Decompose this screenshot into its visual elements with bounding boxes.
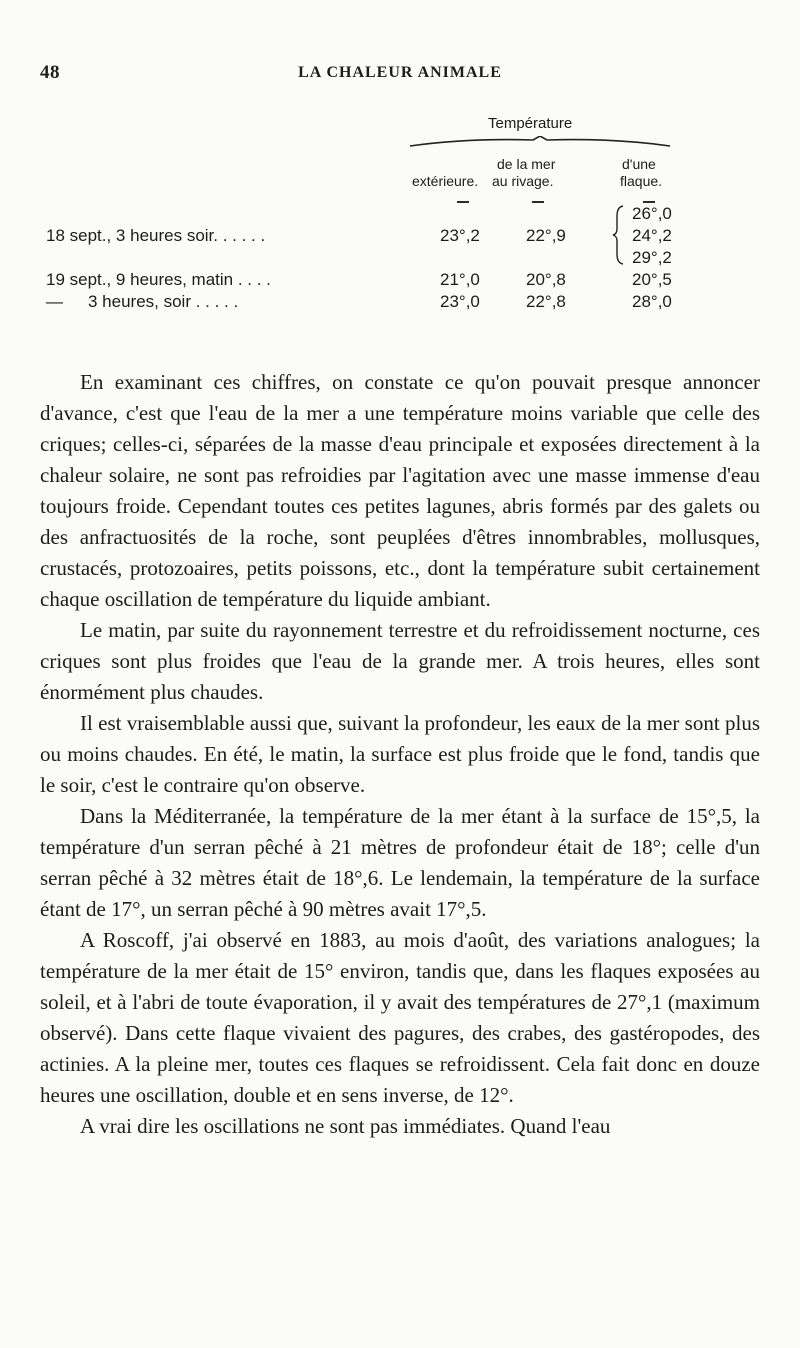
row1-flaque-1: 26°,0: [632, 204, 672, 223]
row3-flaque: 28°,0: [632, 292, 672, 311]
paragraph: A Roscoff, j'ai observé en 1883, au mois d'août, des variations analogues; la température de la mer était de 15° environ, tandis que, dans les flaques exposées au soleil, et à l'abri de toute évaporation, il y avait des températures de 27°,1 (maximum observé). Dans cette flaque vivaient des pagures, des crabes, des gastéropodes, des actinies. A la pleine mer, toutes ces flaques se refroidissent. Cela fait donc en douze heures une oscillation, double et en sens inverse, de 12°.: [40, 928, 760, 1107]
col-header-mer-2: au rivage.: [492, 173, 554, 189]
paragraph: Dans la Méditerranée, la température de la mer étant à la surface de 15°,5, la température d'un serran pêché à 21 mètres de profondeur était de 18°; celle d'un serran pêché à 32 mètres était de 18°,6. Le lendemain, la température de la surface étant de 17°, un serran pêché à 90 mètres avait 17°,5.: [40, 804, 760, 921]
running-title: LA CHALEUR ANIMALE: [298, 64, 502, 81]
row2-flaque: 20°,5: [632, 270, 672, 289]
row1-exterieure: 23°,2: [440, 226, 480, 245]
col-dash-exterieure: [457, 201, 469, 203]
paragraph: Il est vraisemblable aussi que, suivant la profondeur, les eaux de la mer sont plus ou moins chaudes. En été, le matin, la surface est plus froide que le fond, tandis que le soir, c'est le contraire qu'on observe.: [40, 711, 760, 797]
col-dash-flaque: [643, 201, 655, 203]
paragraph: A vrai dire les oscillations ne sont pas immédiates. Quand l'eau: [80, 1114, 611, 1138]
row3-exterieure: 23°,0: [440, 292, 480, 311]
row-label-3: 3 heures, soir . . . . .: [88, 292, 239, 311]
row1-flaque-3: 29°,2: [632, 248, 672, 267]
paragraph: Le matin, par suite du rayonnement terrestre et du refroidissement nocturne, ces criques sont plus froides que l'eau de la grande mer. A trois heures, elles sont énormément plus chaudes.: [40, 618, 760, 704]
row2-mer: 20°,8: [526, 270, 566, 289]
row3-ditto-mark: —: [46, 292, 63, 311]
row1-flaque-2: 24°,2: [632, 226, 672, 245]
row-label-1: 18 sept., 3 heures soir. . . . . .: [46, 226, 266, 245]
col-header-flaque-1: d'une: [622, 156, 656, 172]
col-header-flaque-2: flaque.: [620, 173, 663, 189]
col-header-mer-1: de la mer: [497, 156, 556, 172]
page-number: 48: [40, 62, 60, 83]
body-text: [40, 367, 760, 1142]
row1-mer: 22°,9: [526, 226, 566, 245]
table-group-header: Température: [488, 115, 573, 132]
row-label-2: 19 sept., 9 heures, matin . . . .: [46, 270, 271, 289]
row3-mer: 22°,8: [526, 292, 566, 311]
paragraph: En examinant ces chiffres, on constate ce qu'on pouvait presque annoncer d'avance, c'est que l'eau de la mer a une température moins variable que celle des criques; celles-ci, séparées de la masse d'eau principale et exposées directement à la chaleur solaire, ne sont pas refroidies par l'agitation avec une masse immense d'eau toujours froide. Cependant toutes ces petites lagunes, abris formés par des galets ou des anfractuosités de la roche, sont peuplées d'êtres innombrables, mollusques, crustacés, protozoaires, petits poissons, etc., dont la température subit certainement chaque oscillation de température du liquide ambiant.: [40, 370, 760, 611]
temperature-table: [0, 0, 800, 320]
row1-brace: [612, 204, 626, 266]
col-header-exterieure: extérieure.: [412, 173, 479, 189]
row2-exterieure: 21°,0: [440, 270, 480, 289]
table-group-brace: [408, 136, 673, 150]
col-dash-mer: [532, 201, 544, 203]
